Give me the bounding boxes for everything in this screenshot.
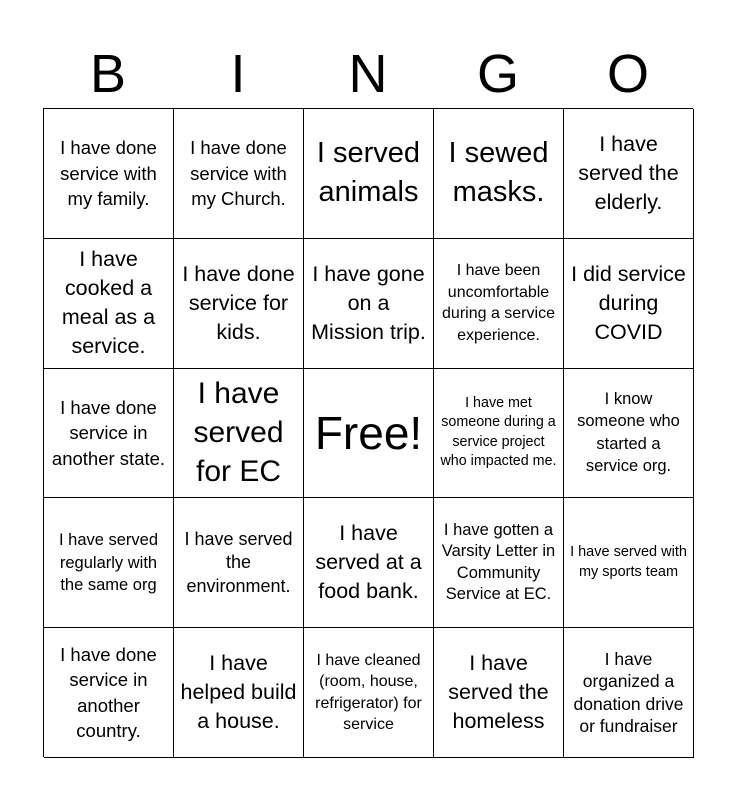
bingo-cell-r3c2[interactable]: I have served for EC xyxy=(174,369,304,499)
bingo-cell-r2c5[interactable]: I did service during COVID xyxy=(564,239,694,369)
bingo-cell-free[interactable]: Free! xyxy=(304,369,434,499)
bingo-cell-r5c2[interactable]: I have helped build a house. xyxy=(174,628,304,758)
header-letter-g: G xyxy=(476,44,519,104)
bingo-cell-r1c1[interactable]: I have done service with my family. xyxy=(44,109,174,239)
bingo-cell-r4c5[interactable]: I have served with my sports team xyxy=(564,498,694,628)
bingo-cell-r4c1[interactable]: I have served regularly with the same org xyxy=(44,498,174,628)
bingo-cell-r2c4[interactable]: I have been uncomfortable during a service experience. xyxy=(434,239,564,369)
bingo-cell-r3c5[interactable]: I know someone who started a service org. xyxy=(564,369,694,499)
bingo-cell-r4c3[interactable]: I have served at a food bank. xyxy=(304,498,434,628)
bingo-cell-r5c4[interactable]: I have served the homeless xyxy=(434,628,564,758)
bingo-cell-r3c1[interactable]: I have done service in another state. xyxy=(44,369,174,499)
header-letter-o: O xyxy=(606,44,649,104)
header-letter-n: N xyxy=(348,44,388,104)
bingo-cell-r1c3[interactable]: I served animals xyxy=(304,109,434,239)
bingo-cell-r4c2[interactable]: I have served the environment. xyxy=(174,498,304,628)
bingo-cell-r2c3[interactable]: I have gone on a Mission trip. xyxy=(304,239,434,369)
bingo-header xyxy=(43,40,693,108)
bingo-cell-r1c2[interactable]: I have done service with my Church. xyxy=(174,109,304,239)
bingo-cell-r3c4[interactable]: I have met someone during a service project who impacted me. xyxy=(434,369,564,499)
bingo-board xyxy=(43,108,693,757)
bingo-cell-r4c4[interactable]: I have gotten a Varsity Letter in Community Service at EC. xyxy=(434,498,564,628)
bingo-cell-r5c3[interactable]: I have cleaned (room, house, refrigerator) for service xyxy=(304,628,434,758)
bingo-cell-r5c5[interactable]: I have organized a donation drive or fundraiser xyxy=(564,628,694,758)
bingo-cell-r1c4[interactable]: I sewed masks. xyxy=(434,109,564,239)
bingo-cell-r2c2[interactable]: I have done service for kids. xyxy=(174,239,304,369)
bingo-cell-r2c1[interactable]: I have cooked a meal as a service. xyxy=(44,239,174,369)
bingo-cell-r1c5[interactable]: I have served the elderly. xyxy=(564,109,694,239)
header-letter-i: I xyxy=(230,44,246,104)
header-letter-b: B xyxy=(89,44,127,104)
bingo-cell-r5c1[interactable]: I have done service in another country. xyxy=(44,628,174,758)
